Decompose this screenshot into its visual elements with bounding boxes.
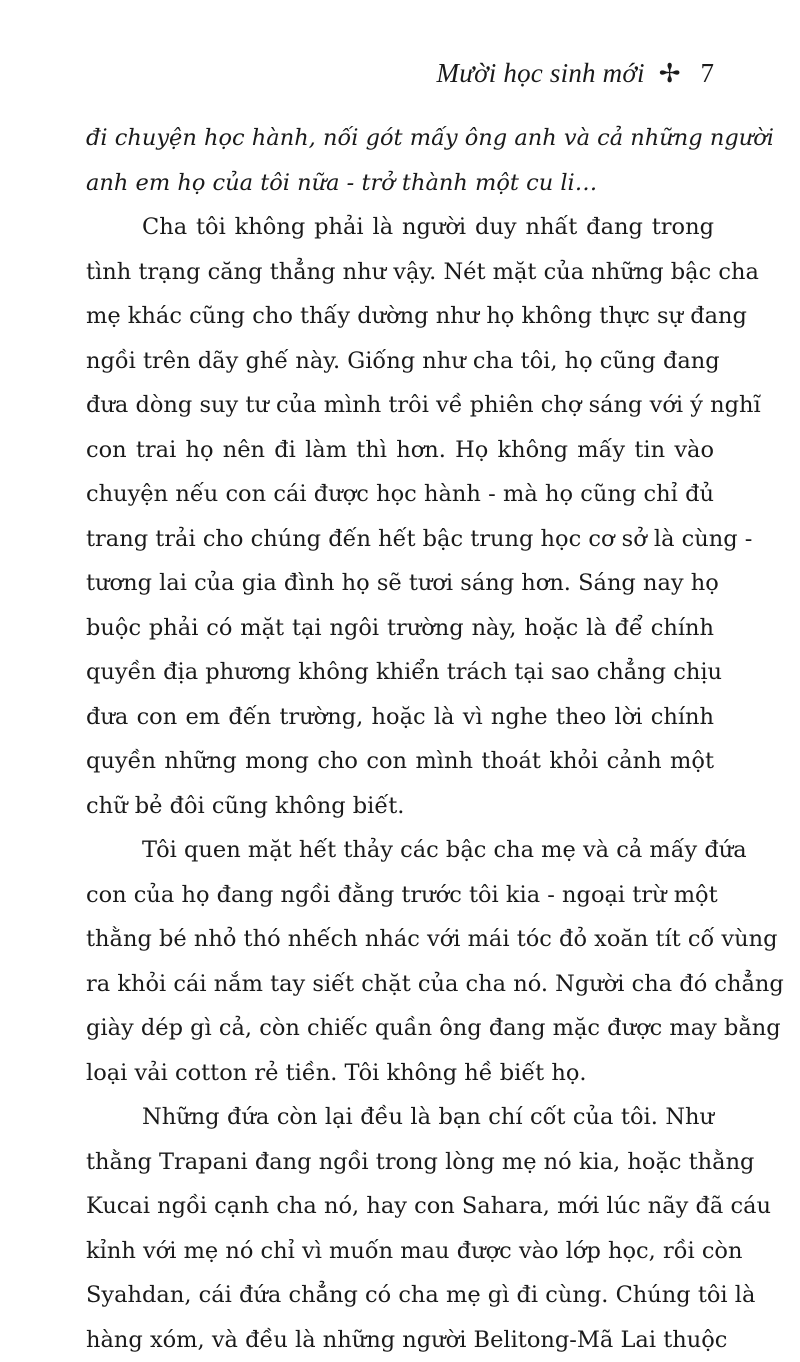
text-line: ngồi trên dãy ghế này. Giống như cha tôi, họ cũng đang (86, 339, 714, 384)
body-text (86, 116, 714, 1362)
text-line: buộc phải có mặt tại ngôi trường này, hoặc là để chính (86, 606, 714, 651)
text-line: chữ bẻ đôi cũng không biết. (86, 784, 714, 829)
text-line: tương lai của gia đình họ sẽ tươi sáng hơn. Sáng nay họ (86, 561, 714, 606)
text-line: con của họ đang ngồi đằng trước tôi kia - ngoại trừ một (86, 873, 714, 918)
text-line: thằng Trapani đang ngồi trong lòng mẹ nó kia, hoặc thằng (86, 1140, 714, 1185)
running-head (437, 58, 714, 89)
text-line: quyền những mong cho con mình thoát khỏi cảnh một (86, 739, 714, 784)
text-line: đưa dòng suy tư của mình trôi về phiên chợ sáng với ý nghĩ (86, 383, 714, 428)
running-title: Mười học sinh mới (437, 58, 645, 89)
text-line: chuyện nếu con cái được học hành - mà họ cũng chỉ đủ (86, 472, 714, 517)
text-line: đưa con em đến trường, hoặc là vì nghe theo lời chính (86, 695, 714, 740)
text-line: ra khỏi cái nắm tay siết chặt của cha nó. Người cha đó chẳng (86, 962, 714, 1007)
text-line: loại vải cotton rẻ tiền. Tôi không hề biết họ. (86, 1051, 714, 1096)
text-line: trang trải cho chúng đến hết bậc trung học cơ sở là cùng - (86, 517, 714, 562)
text-line: tình trạng căng thẳng như vậy. Nét mặt của những bậc cha (86, 250, 714, 295)
text-line: thằng bé nhỏ thó nhếch nhác với mái tóc đỏ xoăn tít cố vùng (86, 917, 714, 962)
text-line: quyền địa phương không khiển trách tại sao chẳng chịu (86, 650, 714, 695)
page-number: 7 (701, 58, 715, 89)
text-line: con trai họ nên đi làm thì hơn. Họ không mấy tin vào (86, 428, 714, 473)
text-line: anh em họ của tôi nữa - trở thành một cu li… (86, 161, 714, 206)
paragraph-first-line: Cha tôi không phải là người duy nhất đang trong (86, 205, 714, 250)
paragraph-first-line: Tôi quen mặt hết thảy các bậc cha mẹ và cả mấy đứa (86, 828, 714, 873)
text-line: kỉnh với mẹ nó chỉ vì muốn mau được vào lớp học, rồi còn (86, 1229, 714, 1274)
paragraph-first-line: Những đứa còn lại đều là bạn chí cốt của tôi. Như (86, 1095, 714, 1140)
text-line: Kucai ngồi cạnh cha nó, hay con Sahara, mới lúc nãy đã cáu (86, 1184, 714, 1229)
text-line: mẹ khác cũng cho thấy dường như họ không thực sự đang (86, 294, 714, 339)
text-line: giày dép gì cả, còn chiếc quần ông đang mặc được may bằng (86, 1006, 714, 1051)
text-line: đi chuyện học hành, nối gót mấy ông anh và cả những người (86, 116, 714, 161)
ornament-icon: ✢ (659, 61, 681, 87)
text-line: Syahdan, cái đứa chẳng có cha mẹ gì đi cùng. Chúng tôi là (86, 1273, 714, 1318)
text-line: hàng xóm, và đều là những người Belitong-Mã Lai thuộc (86, 1318, 714, 1362)
